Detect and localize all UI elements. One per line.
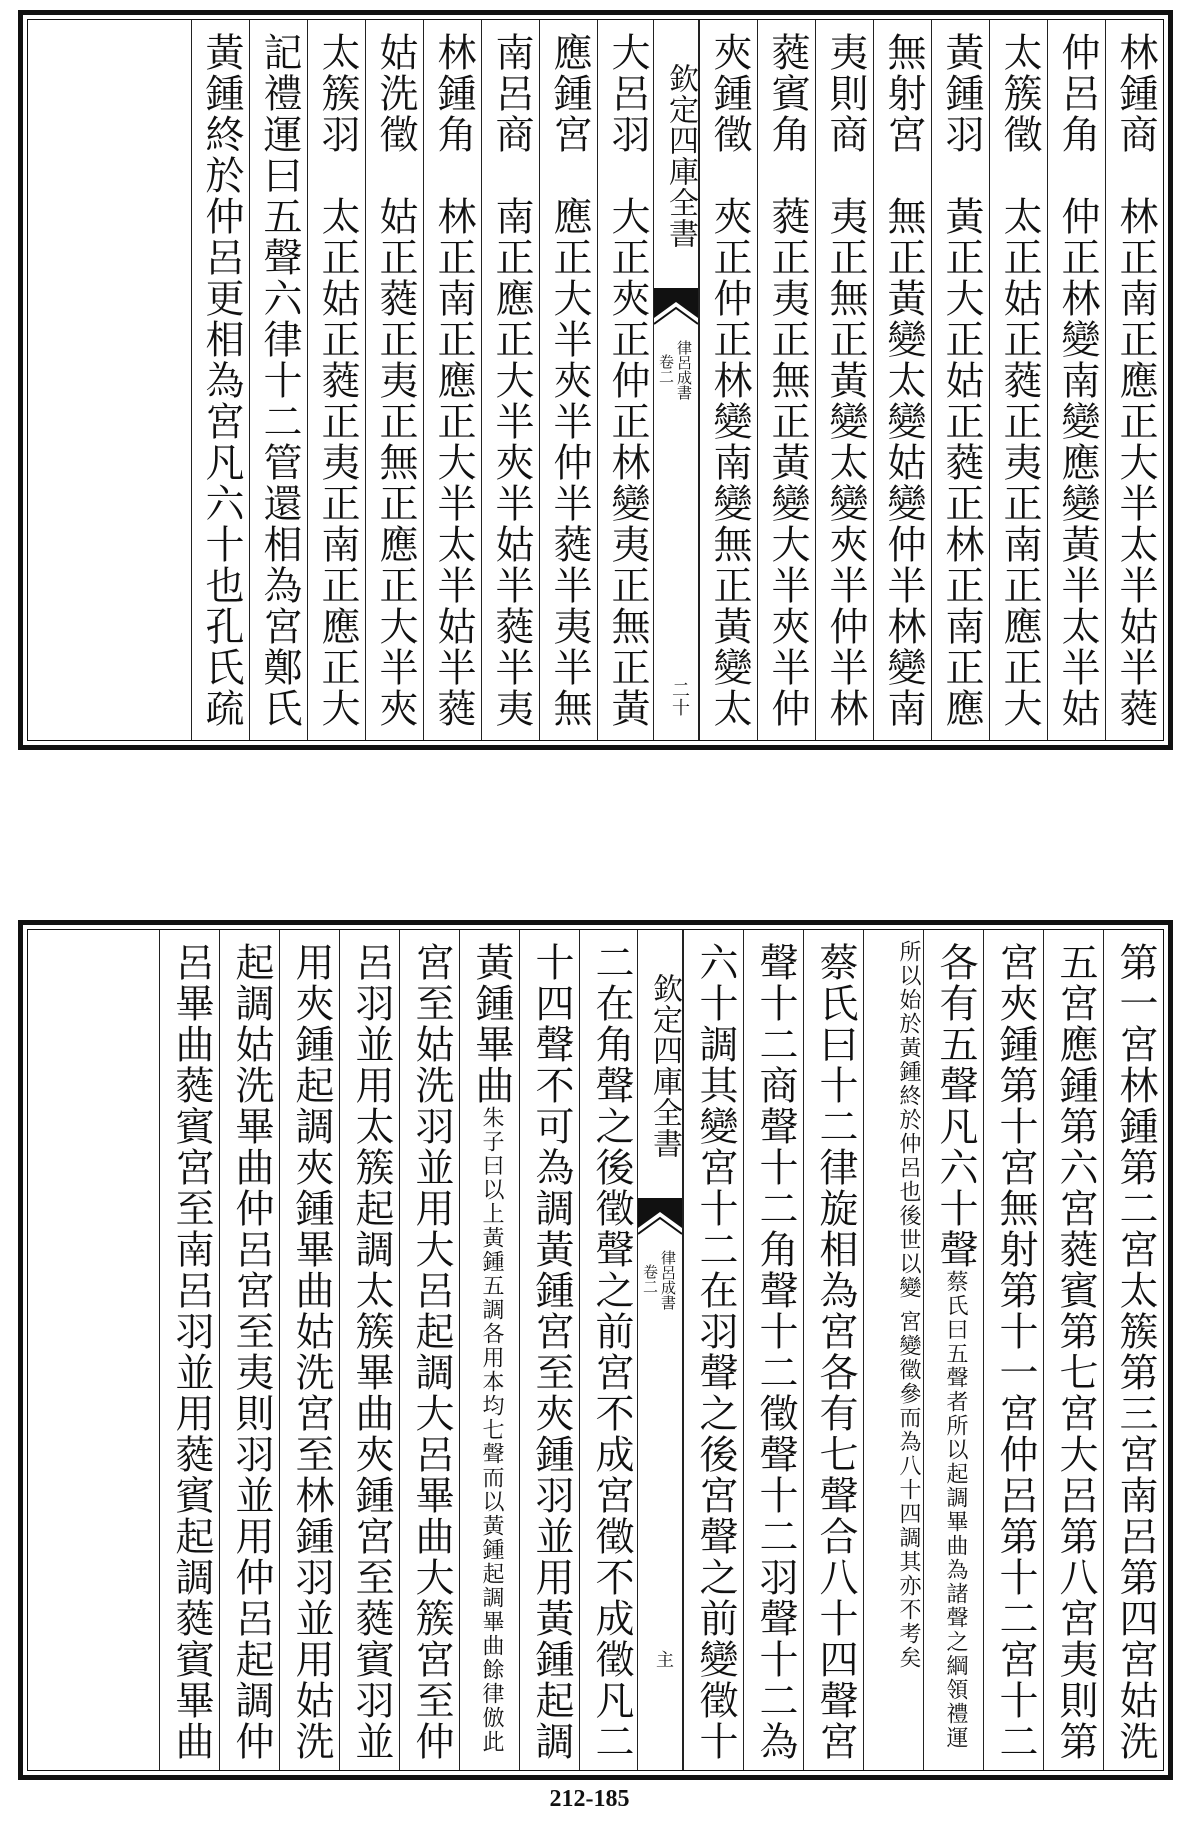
text-column: 應鍾宮 應正大半夾半仲半蕤半夷半無 <box>539 20 597 740</box>
page-footer-number: 212-185 <box>549 1786 630 1812</box>
center-margin-strip <box>653 20 699 740</box>
main-text: 黃鍾畢曲 <box>469 942 514 1106</box>
center-margin-strip <box>637 930 683 1770</box>
commentary-note: 蔡氏曰五聲者所以起調畢曲為諸聲之綱領禮運 <box>943 1270 968 1750</box>
text-column: 用夾鍾起調夾鍾畢曲姑洗宮至林鍾羽並用姑洗 <box>279 930 339 1770</box>
text-column-with-note <box>459 930 519 1770</box>
center-volume: 卷二 <box>641 1264 659 1294</box>
text-column: 第一宮林鍾第二宮太簇第三宮南呂第四宮姑洗 <box>1103 930 1163 1770</box>
commentary-note-line: 宮變徵參而為八十四調其亦不考矣 <box>896 1310 921 1670</box>
text-column: 宮夾鍾第十宮無射第十一宮仲呂第十二宮十二 <box>983 930 1043 1770</box>
text-column: 蕤賓角 蕤正夷正無正黃變大半夾半仲 <box>757 20 815 740</box>
center-page-number: 二十 <box>669 680 690 716</box>
text-column: 夾鍾徵 夾正仲正林變南變無正黃變太 <box>699 20 757 740</box>
fish-tail-mark <box>654 288 698 328</box>
text-column: 姑洗徵 姑正蕤正夷正無正應正大半夾 <box>365 20 423 740</box>
text-column: 太簇徵 太正姑正蕤正夷正南正應正大 <box>989 20 1047 740</box>
text-column: 五宮應鍾第六宮蕤賓第七宮大呂第八宮夷則第 <box>1043 930 1103 1770</box>
text-column: 無射宮 無正黃變太變姑變仲半林變南 <box>873 20 931 740</box>
commentary-note-line: 所以始於黃鍾終於仲呂也後世以變 <box>896 940 921 1300</box>
text-column: 宮至姑洗羽並用大呂起調大呂畢曲大簇宮至仲 <box>399 930 459 1770</box>
top-page-panel <box>18 10 1173 750</box>
text-column: 林鍾角 林正南正應正大半太半姑半蕤 <box>423 20 481 740</box>
fish-tail-mark <box>638 1198 682 1238</box>
text-column: 太簇羽 太正姑正蕤正夷正南正應正大 <box>307 20 365 740</box>
bottom-page-panel <box>18 920 1173 1780</box>
text-column: 大呂羽 大正夾正仲正林變夷正無正黃 <box>597 20 655 740</box>
text-column: 仲呂角 仲正林變南變應變黃半太半姑 <box>1047 20 1105 740</box>
text-column: 呂羽並用太簇起調太簇畢曲夾鍾宮至蕤賓羽並 <box>339 930 399 1770</box>
commentary-note: 聲而以黃鍾起調畢曲餘律倣此 <box>479 1442 504 1754</box>
commentary-note: 朱子曰以上黃鍾五調各用本均七 <box>479 1106 504 1442</box>
text-column: 六十調其變宮十二在羽聲之後宮聲之前變徵十 <box>683 930 743 1770</box>
text-column: 起調姑洗畢曲仲呂宮至夷則羽並用仲呂起調仲 <box>219 930 279 1770</box>
text-column: 記禮運曰五聲六律十二管還相為宮鄭氏 <box>249 20 307 740</box>
commentary-note-column <box>863 930 923 1770</box>
text-column: 聲十二商聲十二角聲十二徵聲十二羽聲十二為 <box>743 930 803 1770</box>
center-book-name: 律呂成書 <box>675 340 693 400</box>
text-column: 南呂商 南正應正大半夾半姑半蕤半夷 <box>481 20 539 740</box>
bottom-page-frame <box>27 929 1164 1771</box>
text-column: 蔡氏曰十二律旋相為宮各有七聲合八十四聲宮 <box>803 930 863 1770</box>
text-column-with-note <box>923 930 983 1770</box>
text-column: 黃鍾羽 黃正大正姑正蕤正林正南正應 <box>931 20 989 740</box>
center-title: 欽定四庫全書 <box>663 63 698 249</box>
text-column: 二在角聲之後徵聲之前宮不成宮徵不成徵凡二 <box>579 930 639 1770</box>
center-title: 欽定四庫全書 <box>647 973 682 1159</box>
text-column: 十四聲不可為調黃鍾宮至夾鍾羽並用黃鍾起調 <box>519 930 579 1770</box>
text-column: 夷則商 夷正無正黃變太變夾半仲半林 <box>815 20 873 740</box>
text-column: 呂畢曲蕤賓宮至南呂羽並用蕤賓起調蕤賓畢曲 <box>159 930 219 1770</box>
top-page-frame <box>27 19 1164 741</box>
text-column: 黃鍾終於仲呂更相為宮凡六十也孔氏疏 <box>191 20 249 740</box>
text-column: 林鍾商 林正南正應正大半太半姑半蕤 <box>1105 20 1163 740</box>
main-text: 各有五聲凡六十聲 <box>933 942 978 1270</box>
center-page-number: 主 <box>653 1650 674 1668</box>
center-book-name: 律呂成書 <box>659 1250 677 1310</box>
center-volume: 卷二 <box>657 354 675 384</box>
